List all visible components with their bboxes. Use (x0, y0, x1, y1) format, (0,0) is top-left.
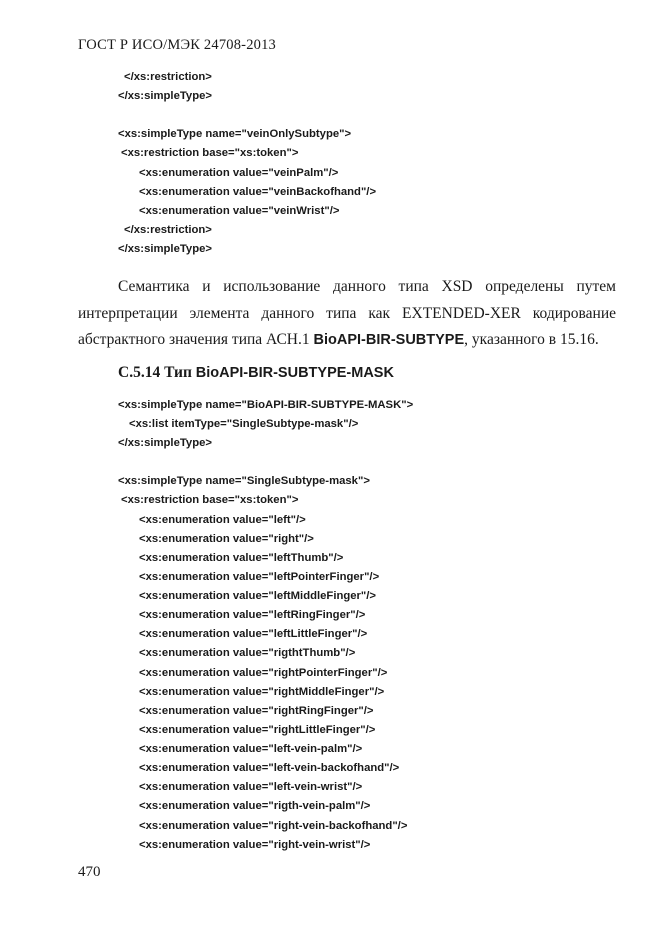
code-line: <xs:simpleType name="SingleSubtype-mask"> (118, 475, 370, 487)
document-header: ГОСТ Р ИСО/МЭК 24708-2013 (78, 37, 276, 53)
paragraph-line (78, 327, 616, 354)
code-line: <xs:enumeration value="rightMiddleFinger"/> (139, 686, 385, 698)
code-line: <xs:enumeration value="left-vein-palm"/> (139, 743, 363, 755)
code-line: <xs:enumeration value="veinBackofhand"/> (139, 186, 377, 198)
code-line: <xs:enumeration value="leftMiddleFinger"/> (139, 590, 377, 602)
code-line: <xs:enumeration value="leftThumb"/> (139, 552, 344, 564)
code-line: <xs:enumeration value="veinPalm"/> (139, 167, 339, 179)
body-paragraph (78, 274, 616, 354)
code-line: <xs:enumeration value="left-vein-backofhand"/> (139, 762, 400, 774)
code-line: <xs:enumeration value="rightPointerFinger"/> (139, 667, 388, 679)
code-line: <xs:enumeration value="right-vein-backofhand"/> (139, 820, 408, 832)
code-line: </xs:simpleType> (118, 90, 212, 102)
section-heading (118, 364, 394, 382)
code-line: <xs:enumeration value="rightLittleFinger"/> (139, 724, 376, 736)
code-line: </xs:simpleType> (118, 243, 212, 255)
code-line: <xs:enumeration value="leftRingFinger"/> (139, 609, 366, 621)
page-number: 470 (78, 864, 101, 880)
code-line: <xs:restriction base="xs:token"> (121, 494, 299, 506)
code-line: <xs:enumeration value="leftLittleFinger"/> (139, 628, 368, 640)
code-line: </xs:restriction> (124, 71, 212, 83)
code-line: <xs:restriction base="xs:token"> (121, 147, 299, 159)
code-line: <xs:list itemType="SingleSubtype-mask"/> (129, 418, 359, 430)
code-line: <xs:enumeration value="left-vein-wrist"/> (139, 781, 363, 793)
code-line: </xs:restriction> (124, 224, 212, 236)
section-type-name: BioAPI-BIR-SUBTYPE-MASK (195, 365, 394, 381)
code-line: <xs:enumeration value="veinWrist"/> (139, 205, 340, 217)
code-line: <xs:enumeration value="right-vein-wrist"/> (139, 839, 371, 851)
code-line: <xs:enumeration value="right"/> (139, 533, 314, 545)
type-name-term: BioAPI-BIR-SUBTYPE (313, 332, 465, 348)
code-line: <xs:enumeration value="leftPointerFinger"/> (139, 571, 380, 583)
paragraph-line: Семантика и использование данного типа XSD определены путем (118, 278, 616, 295)
section-number: С.5.14 Тип (118, 364, 196, 381)
code-line: <xs:simpleType name="BioAPI-BIR-SUBTYPE-MASK"> (118, 399, 414, 411)
code-line: <xs:enumeration value="rigth-vein-palm"/> (139, 800, 371, 812)
code-line: </xs:simpleType> (118, 437, 212, 449)
paragraph-line: интерпретации элемента данного типа как EXTENDED-XER кодирование (78, 304, 616, 322)
paragraph-text: , указанного в 15.16. (464, 331, 599, 348)
code-line: <xs:enumeration value="left"/> (139, 514, 306, 526)
code-line: <xs:simpleType name="veinOnlySubtype"> (118, 128, 352, 140)
code-line: <xs:enumeration value="rightRingFinger"/> (139, 705, 374, 717)
code-line: <xs:enumeration value="rigthtThumb"/> (139, 647, 356, 659)
paragraph-text: абстрактного значения типа АСН.1 (78, 331, 314, 348)
